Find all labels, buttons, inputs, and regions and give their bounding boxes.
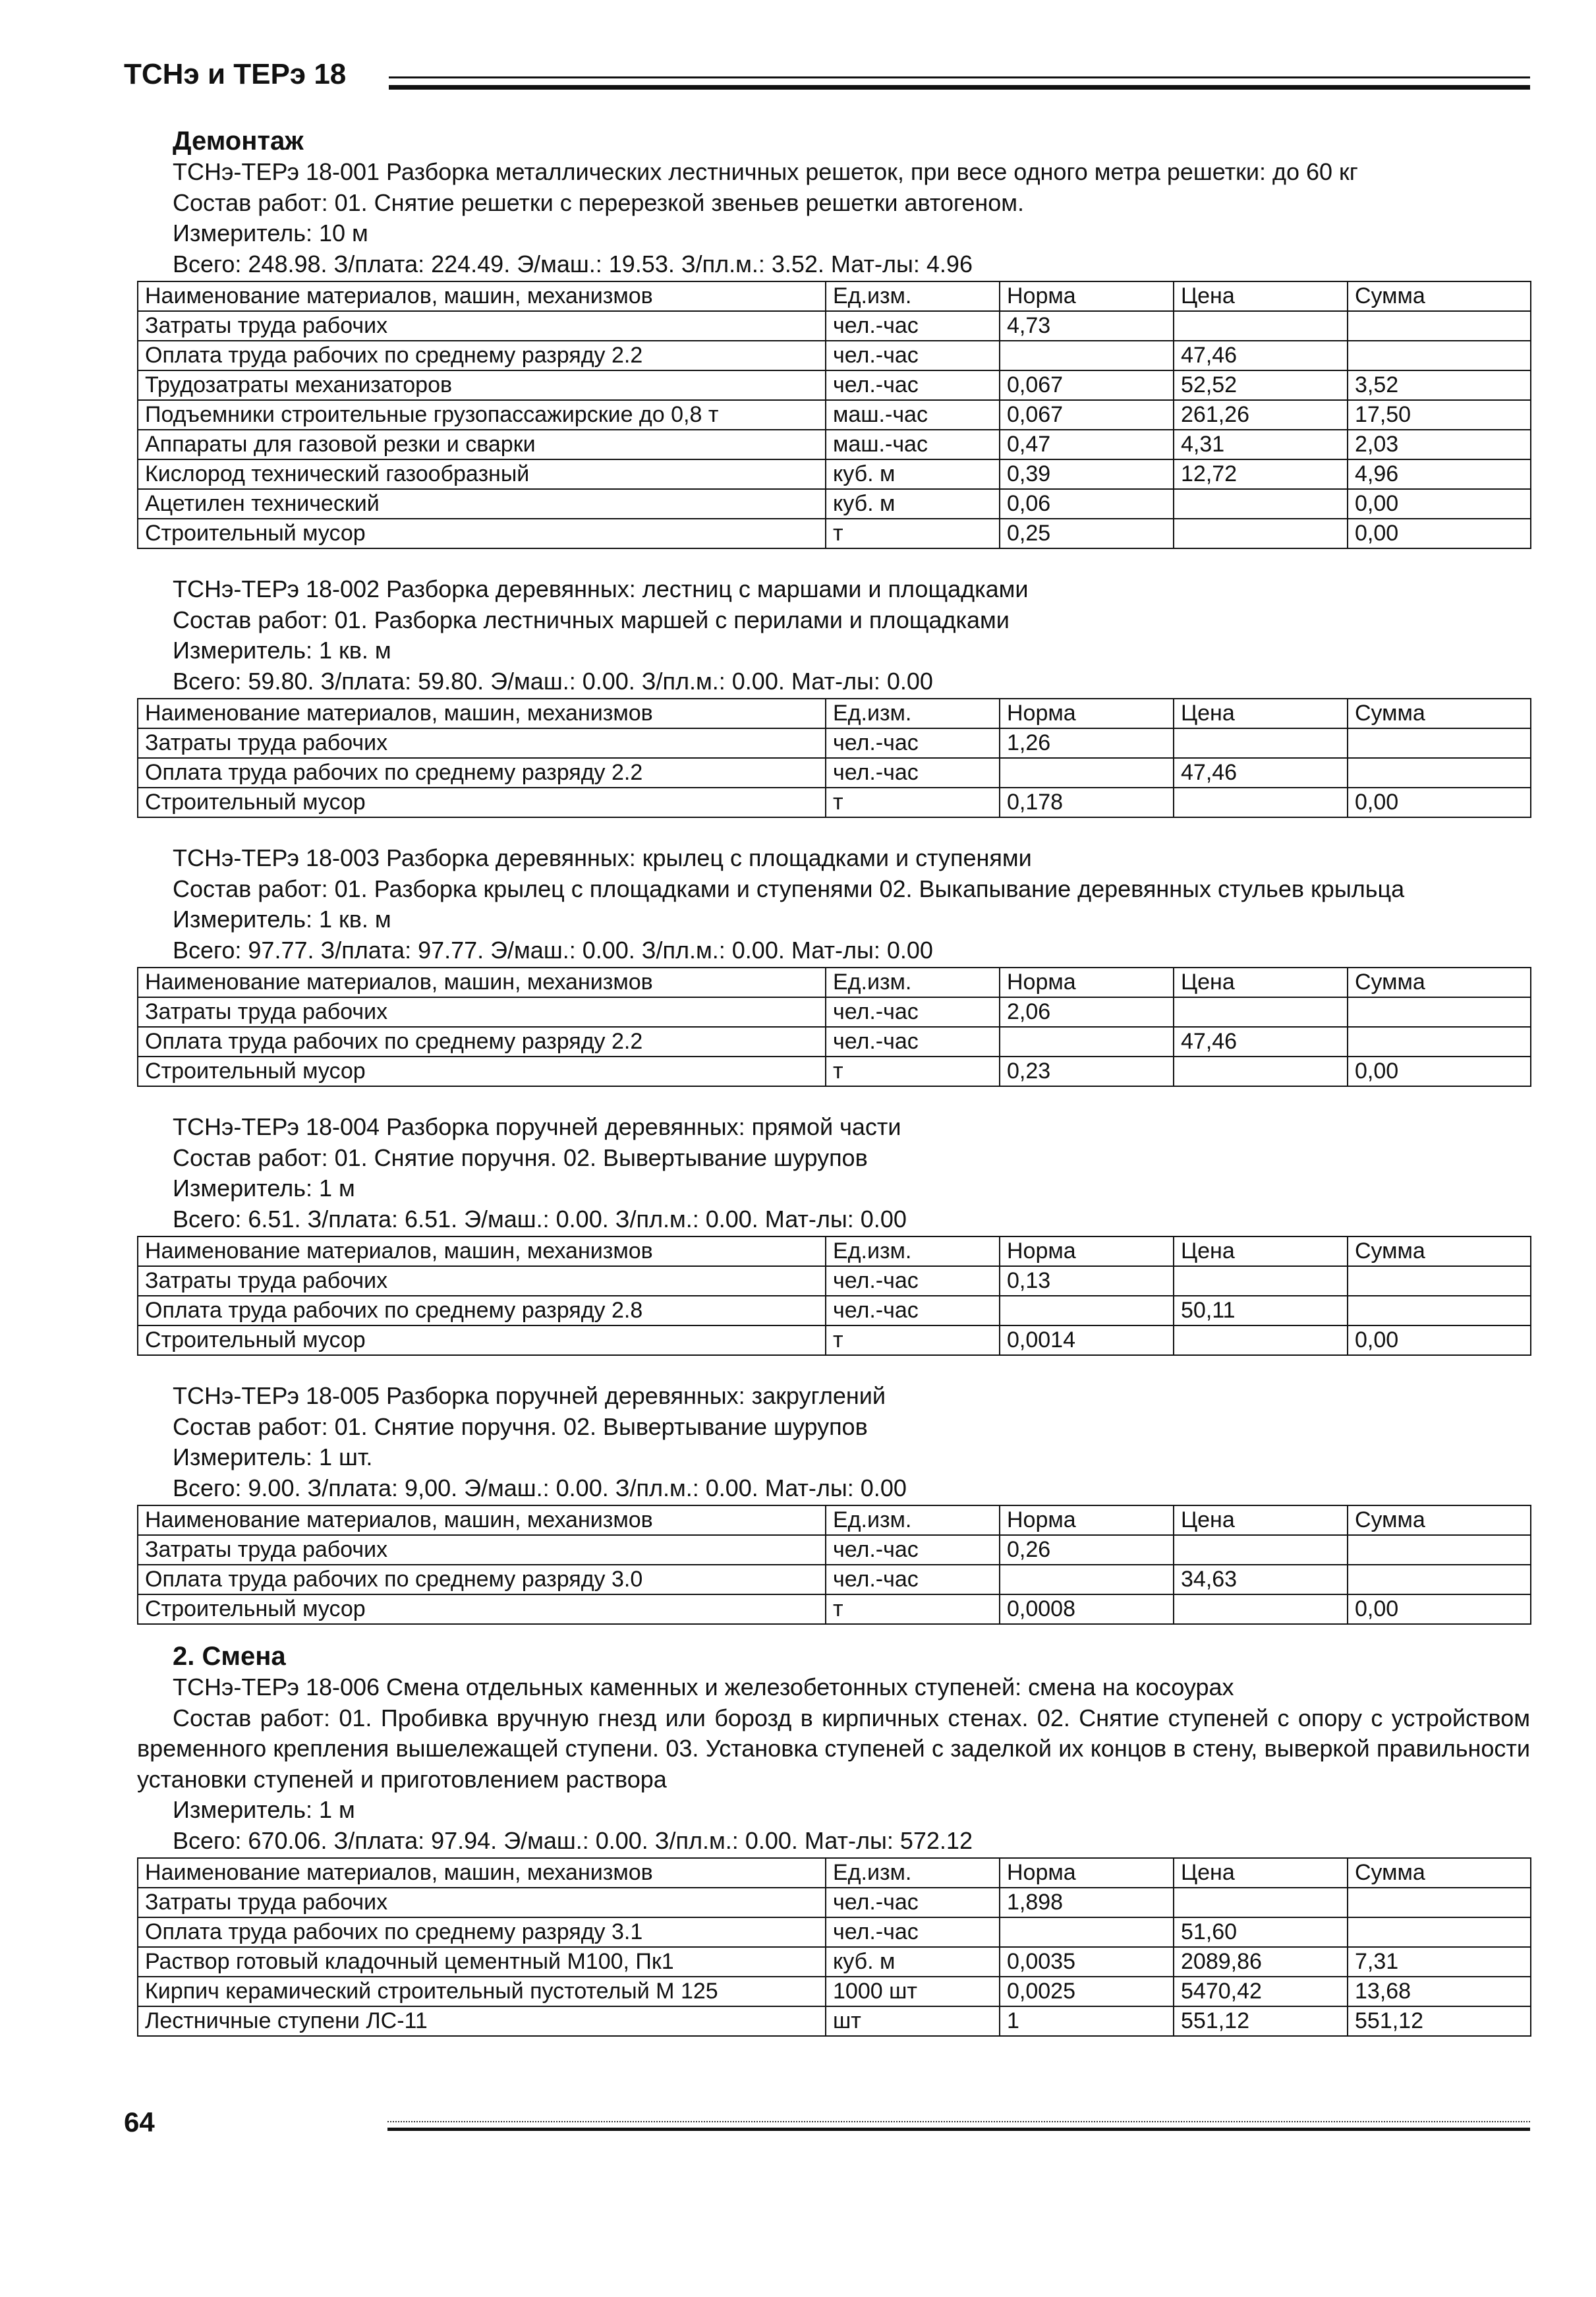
table-cell: 47,46 [1174, 341, 1348, 370]
table-cell: Оплата труда рабочих по среднему разряду 3.0 [138, 1565, 826, 1594]
table-cell [1174, 1535, 1348, 1565]
table-cell: Оплата труда рабочих по среднему разряду 2.2 [138, 341, 826, 370]
table-cell: 0,26 [1000, 1535, 1174, 1565]
column-header: Ед.изм. [826, 968, 1000, 997]
rate-item [137, 1112, 1530, 1356]
table-cell: чел.-час [826, 1266, 1000, 1296]
table-cell: Оплата труда рабочих по среднему разряду 2.2 [138, 758, 826, 788]
table-cell [1174, 489, 1348, 519]
page-footer [124, 2107, 1530, 2146]
resource-table [137, 1236, 1531, 1356]
column-header: Сумма [1348, 281, 1531, 311]
table-cell: 0,13 [1000, 1266, 1174, 1296]
table-cell: 0,00 [1348, 1594, 1531, 1624]
resource-table [137, 698, 1531, 818]
table-cell: 50,11 [1174, 1296, 1348, 1325]
column-header: Наименование материалов, машин, механизмов [138, 281, 826, 311]
table-cell [1174, 1266, 1348, 1296]
table-cell: 0,00 [1348, 1325, 1531, 1355]
column-header: Наименование материалов, машин, механизмов [138, 1505, 826, 1535]
column-header: Ед.изм. [826, 281, 1000, 311]
table-cell: 0,0035 [1000, 1947, 1174, 1977]
table-cell: шт [826, 2006, 1000, 2036]
item-totals: Всего: 248.98. З/плата: 224.49. Э/маш.: 19.53. З/пл.м.: 3.52. Мат-лы: 4.96 [173, 250, 973, 277]
table-row [138, 1535, 1531, 1565]
table-cell: 51,60 [1174, 1917, 1348, 1947]
table-cell: 0,00 [1348, 1057, 1531, 1086]
item-title: ТСНэ-ТЕРэ 18-005 Разборка поручней деревянных: закруглений [173, 1382, 886, 1409]
table-cell: чел.-час [826, 1888, 1000, 1917]
column-header: Ед.изм. [826, 1858, 1000, 1888]
table-cell: чел.-час [826, 370, 1000, 400]
table-cell [1348, 997, 1531, 1027]
table-cell [1174, 728, 1348, 758]
section-heading-dismantling: Демонтаж [173, 127, 304, 156]
table-row [138, 1296, 1531, 1325]
table-cell: 2,03 [1348, 430, 1531, 459]
table-cell: 0,067 [1000, 400, 1174, 430]
table-header-row [138, 1505, 1531, 1535]
table-cell [1000, 341, 1174, 370]
table-cell: 551,12 [1348, 2006, 1531, 2036]
table-cell: 13,68 [1348, 1977, 1531, 2006]
table-cell: 0,23 [1000, 1057, 1174, 1086]
table-cell: 0,178 [1000, 788, 1174, 817]
column-header: Ед.изм. [826, 1505, 1000, 1535]
table-row [138, 430, 1531, 459]
page-number: 64 [124, 2107, 155, 2137]
column-header: Норма [1000, 968, 1174, 997]
table-cell [1174, 788, 1348, 817]
table-cell: маш.-час [826, 430, 1000, 459]
column-header: Цена [1174, 1505, 1348, 1535]
column-header: Сумма [1348, 968, 1531, 997]
table-row [138, 519, 1531, 548]
table-row [138, 1977, 1531, 2006]
table-row [138, 1594, 1531, 1624]
table-cell: 12,72 [1174, 459, 1348, 489]
table-cell: Раствор готовый кладочный цементный М100, Пк1 [138, 1947, 826, 1977]
rate-item [137, 843, 1530, 1087]
table-row [138, 459, 1531, 489]
table-cell: 47,46 [1174, 758, 1348, 788]
table-cell: Подъемники строительные грузопассажирские до 0,8 т [138, 400, 826, 430]
item-works: Состав работ: 01. Снятие поручня. 02. Вывертывание шурупов [173, 1144, 868, 1171]
table-cell: Затраты труда рабочих [138, 1266, 826, 1296]
table-cell: Затраты труда рабочих [138, 311, 826, 341]
table-cell: Строительный мусор [138, 1594, 826, 1624]
table-cell: Затраты труда рабочих [138, 728, 826, 758]
table-cell [1174, 997, 1348, 1027]
table-cell: т [826, 519, 1000, 548]
table-cell: 1,26 [1000, 728, 1174, 758]
rate-item [137, 1381, 1530, 1625]
table-row [138, 2006, 1531, 2036]
item-measure: Измеритель: 1 шт. [173, 1443, 373, 1470]
table-row [138, 1947, 1531, 1977]
table-cell: 34,63 [1174, 1565, 1348, 1594]
table-cell: 0,00 [1348, 788, 1531, 817]
table-row [138, 788, 1531, 817]
table-cell [1000, 758, 1174, 788]
table-cell: 5470,42 [1174, 1977, 1348, 2006]
table-cell: 47,46 [1174, 1027, 1348, 1057]
table-cell: 0,0025 [1000, 1977, 1174, 2006]
table-cell: 0,00 [1348, 489, 1531, 519]
item-works: Состав работ: 01. Снятие поручня. 02. Вывертывание шурупов [173, 1412, 868, 1440]
table-row [138, 1325, 1531, 1355]
table-cell: чел.-час [826, 1027, 1000, 1057]
table-row [138, 1027, 1531, 1057]
table-cell: т [826, 788, 1000, 817]
item-title: ТСНэ-ТЕРэ 18-004 Разборка поручней деревянных: прямой части [173, 1113, 901, 1140]
table-cell [1000, 1296, 1174, 1325]
table-cell: 551,12 [1174, 2006, 1348, 2036]
item-totals: Всего: 670.06. З/плата: 97.94. Э/маш.: 0.00. З/пл.м.: 0.00. Мат-лы: 572.12 [173, 1826, 973, 1854]
table-cell: Аппараты для газовой резки и сварки [138, 430, 826, 459]
table-header-row [138, 1236, 1531, 1266]
table-cell: Лестничные ступени ЛС-11 [138, 2006, 826, 2036]
column-header: Цена [1174, 281, 1348, 311]
table-cell: 0,0014 [1000, 1325, 1174, 1355]
rate-item [137, 1672, 1530, 2037]
table-cell: чел.-час [826, 1917, 1000, 1947]
column-header: Наименование материалов, машин, механизмов [138, 968, 826, 997]
column-header: Сумма [1348, 1236, 1531, 1266]
column-header: Ед.изм. [826, 1236, 1000, 1266]
page-header [124, 58, 1530, 104]
table-cell [1348, 1266, 1531, 1296]
table-cell: 1,898 [1000, 1888, 1174, 1917]
item-title: ТСНэ-ТЕРэ 18-003 Разборка деревянных: крылец с площадками и ступенями [173, 844, 1032, 871]
table-cell [1174, 1325, 1348, 1355]
table-row [138, 758, 1531, 788]
table-cell: Строительный мусор [138, 1057, 826, 1086]
table-cell: Строительный мусор [138, 519, 826, 548]
table-cell [1348, 1565, 1531, 1594]
dismantling-items [137, 157, 1530, 1625]
table-row [138, 1057, 1531, 1086]
table-cell [1174, 1594, 1348, 1624]
table-cell: 52,52 [1174, 370, 1348, 400]
item-works: Состав работ: 01. Пробивка вручную гнезд или борозд в кирпичных стенах. 02. Снятие ступеней с опору с устройством временного крепления вышележащей ступени. 03. Установка ступеней с заделкой их концов в стену, выверкой правильности установки ступеней и приготовлением раствора [137, 1704, 1530, 1793]
item-title: ТСНэ-ТЕРэ 18-002 Разборка деревянных: лестниц с маршами и площадками [173, 575, 1029, 602]
item-measure: Измеритель: 1 кв. м [173, 637, 391, 664]
table-cell: Оплата труда рабочих по среднему разряду 2.2 [138, 1027, 826, 1057]
table-cell: 2,06 [1000, 997, 1174, 1027]
table-cell: 3,52 [1348, 370, 1531, 400]
table-cell: куб. м [826, 1947, 1000, 1977]
table-cell: 1 [1000, 2006, 1174, 2036]
table-cell: 261,26 [1174, 400, 1348, 430]
table-row [138, 1917, 1531, 1947]
resource-table [137, 281, 1531, 549]
table-cell: 4,31 [1174, 430, 1348, 459]
resource-table [137, 967, 1531, 1087]
table-cell: 0,06 [1000, 489, 1174, 519]
item-works: Состав работ: 01. Снятие решетки с перерезкой звеньев решетки автогеном. [173, 189, 1024, 216]
item-totals: Всего: 97.77. З/плата: 97.77. Э/маш.: 0.00. З/пл.м.: 0.00. Мат-лы: 0.00 [173, 936, 933, 964]
table-cell [1348, 1535, 1531, 1565]
table-cell: т [826, 1594, 1000, 1624]
column-header: Сумма [1348, 1858, 1531, 1888]
table-cell [1348, 758, 1531, 788]
table-cell [1348, 1917, 1531, 1947]
footer-rule [387, 2121, 1530, 2131]
table-cell: чел.-час [826, 758, 1000, 788]
item-totals: Всего: 59.80. З/плата: 59.80. Э/маш.: 0.00. З/пл.м.: 0.00. Мат-лы: 0.00 [173, 667, 933, 695]
column-header: Цена [1174, 968, 1348, 997]
column-header: Сумма [1348, 1505, 1531, 1535]
table-row [138, 1565, 1531, 1594]
table-row [138, 1888, 1531, 1917]
item-works: Состав работ: 01. Разборка лестничных маршей с перилами и площадками [173, 606, 1010, 633]
column-header: Норма [1000, 1858, 1174, 1888]
table-header-row [138, 968, 1531, 997]
table-cell: 0,0008 [1000, 1594, 1174, 1624]
table-cell: куб. м [826, 489, 1000, 519]
table-cell [1174, 519, 1348, 548]
table-cell: Затраты труда рабочих [138, 997, 826, 1027]
table-cell [1000, 1565, 1174, 1594]
table-cell: Оплата труда рабочих по среднему разряду 2.8 [138, 1296, 826, 1325]
column-header: Норма [1000, 281, 1174, 311]
item-title: ТСНэ-ТЕРэ 18-001 Разборка металлических лестничных решеток, при весе одного метра решетки: до 60 кг [173, 158, 1358, 185]
table-cell: Оплата труда рабочих по среднему разряду 3.1 [138, 1917, 826, 1947]
table-cell: 0,25 [1000, 519, 1174, 548]
table-cell: чел.-час [826, 1535, 1000, 1565]
table-cell: т [826, 1325, 1000, 1355]
table-cell [1348, 341, 1531, 370]
table-cell [1348, 1888, 1531, 1917]
resource-table [137, 1505, 1531, 1625]
column-header: Норма [1000, 699, 1174, 728]
table-cell: чел.-час [826, 1565, 1000, 1594]
column-header: Сумма [1348, 699, 1531, 728]
table-cell: Кислород технический газообразный [138, 459, 826, 489]
item-measure: Измеритель: 1 м [173, 1796, 355, 1823]
table-cell: 0,39 [1000, 459, 1174, 489]
table-cell: 0,067 [1000, 370, 1174, 400]
column-header: Наименование материалов, машин, механизмов [138, 1858, 826, 1888]
table-row [138, 341, 1531, 370]
table-row [138, 1266, 1531, 1296]
table-header-row [138, 1858, 1531, 1888]
table-cell [1348, 728, 1531, 758]
table-cell: Ацетилен технический [138, 489, 826, 519]
item-totals: Всего: 6.51. З/плата: 6.51. Э/маш.: 0.00. З/пл.м.: 0.00. Мат-лы: 0.00 [173, 1205, 907, 1233]
column-header: Наименование материалов, машин, механизмов [138, 699, 826, 728]
table-cell: маш.-час [826, 400, 1000, 430]
table-row [138, 311, 1531, 341]
table-cell [1348, 311, 1531, 341]
table-header-row [138, 281, 1531, 311]
resource-table [137, 1857, 1531, 2037]
table-cell [1000, 1027, 1174, 1057]
table-cell [1174, 1057, 1348, 1086]
table-cell: чел.-час [826, 341, 1000, 370]
table-cell: Кирпич керамический строительный пустотелый М 125 [138, 1977, 826, 2006]
table-cell: Строительный мусор [138, 1325, 826, 1355]
table-cell: 2089,86 [1174, 1947, 1348, 1977]
column-header: Норма [1000, 1236, 1174, 1266]
item-title: ТСНэ-ТЕРэ 18-006 Смена отдельных каменных и железобетонных ступеней: смена на косоурах [173, 1673, 1234, 1701]
item-measure: Измеритель: 10 м [173, 219, 368, 247]
column-header: Цена [1174, 1858, 1348, 1888]
table-cell: чел.-час [826, 1296, 1000, 1325]
item-works: Состав работ: 01. Разборка крылец с площадками и ступенями 02. Выкапывание деревянных стульев крыльца [173, 875, 1405, 902]
table-cell: 7,31 [1348, 1947, 1531, 1977]
table-cell: Затраты труда рабочих [138, 1535, 826, 1565]
table-cell: чел.-час [826, 728, 1000, 758]
item-measure: Измеритель: 1 м [173, 1175, 355, 1202]
column-header: Наименование материалов, машин, механизмов [138, 1236, 826, 1266]
table-header-row [138, 699, 1531, 728]
table-row [138, 728, 1531, 758]
page-content [137, 125, 1530, 2037]
table-cell: чел.-час [826, 997, 1000, 1027]
table-row [138, 997, 1531, 1027]
rate-item [137, 574, 1530, 818]
table-cell: 17,50 [1348, 400, 1531, 430]
column-header: Цена [1174, 1236, 1348, 1266]
table-cell: Строительный мусор [138, 788, 826, 817]
header-title: ТСНэ и ТЕРэ 18 [124, 58, 347, 90]
table-cell: Затраты труда рабочих [138, 1888, 826, 1917]
table-row [138, 489, 1531, 519]
table-cell: Трудозатраты механизаторов [138, 370, 826, 400]
column-header: Ед.изм. [826, 699, 1000, 728]
table-cell [1348, 1296, 1531, 1325]
table-cell: т [826, 1057, 1000, 1086]
table-cell [1000, 1917, 1174, 1947]
table-cell [1174, 1888, 1348, 1917]
rate-item [137, 157, 1530, 549]
table-cell: 4,96 [1348, 459, 1531, 489]
table-cell [1348, 1027, 1531, 1057]
replacement-items [137, 1672, 1530, 2037]
header-rule [389, 76, 1530, 90]
column-header: Цена [1174, 699, 1348, 728]
item-measure: Измеритель: 1 кв. м [173, 906, 391, 933]
column-header: Норма [1000, 1505, 1174, 1535]
table-row [138, 370, 1531, 400]
section-heading-replacement: 2. Смена [173, 1642, 286, 1671]
table-cell [1174, 311, 1348, 341]
item-totals: Всего: 9.00. З/плата: 9,00. Э/маш.: 0.00. З/пл.м.: 0.00. Мат-лы: 0.00 [173, 1474, 907, 1501]
table-cell: 0,47 [1000, 430, 1174, 459]
table-cell: 1000 шт [826, 1977, 1000, 2006]
table-cell: чел.-час [826, 311, 1000, 341]
table-cell: куб. м [826, 459, 1000, 489]
table-row [138, 400, 1531, 430]
table-cell: 0,00 [1348, 519, 1531, 548]
table-cell: 4,73 [1000, 311, 1174, 341]
